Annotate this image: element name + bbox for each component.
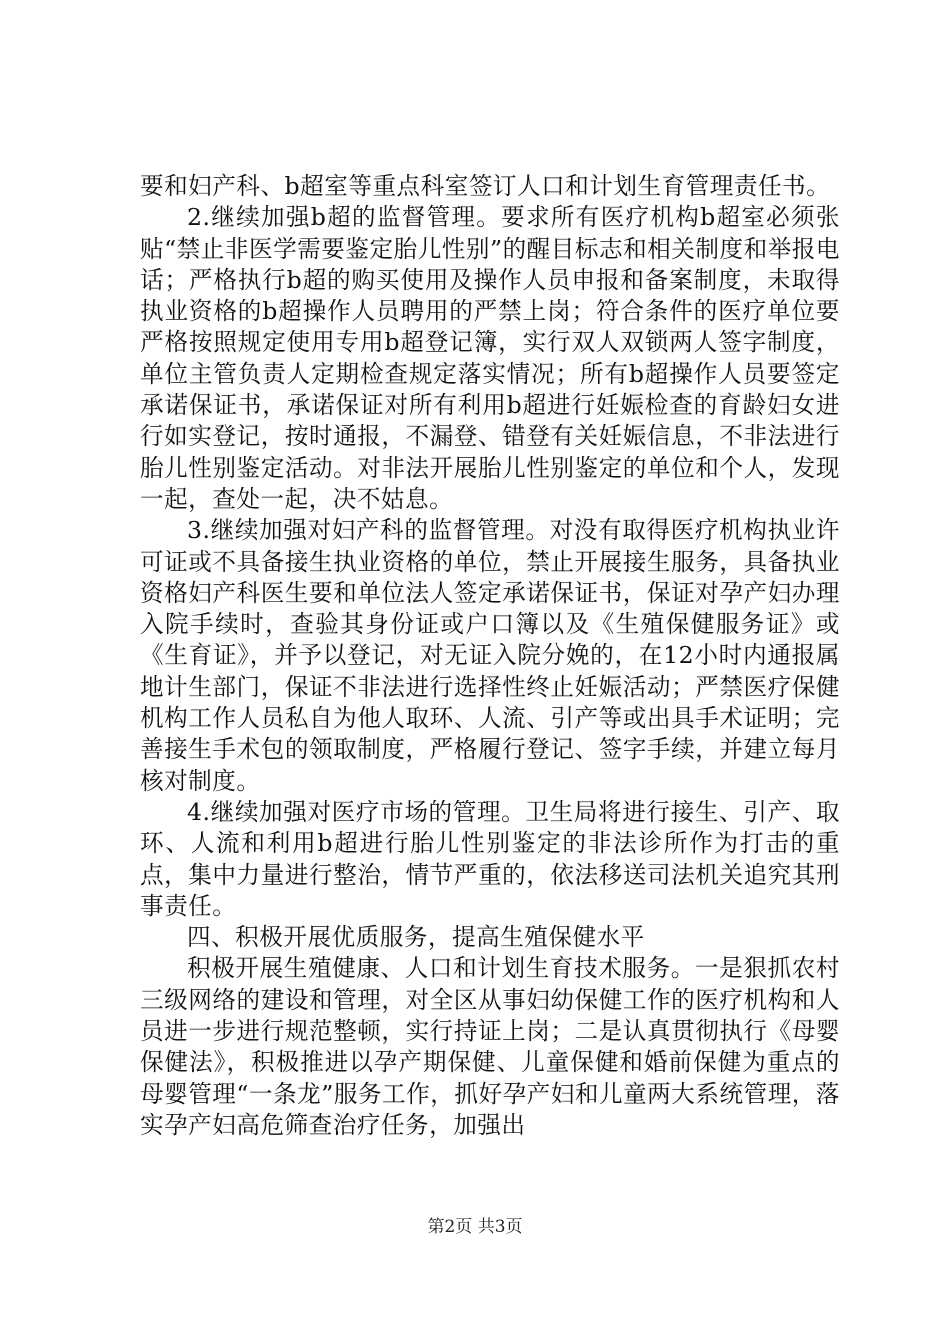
paragraph-b-ultrasound: 2.继续加强b超的监督管理。要求所有医疗机构b超室必须张贴“禁止非医学需要鉴定胎儿性别”的醒目标志和相关制度和举报电话；严格执行b超的购买使用及操作人员申报和备案制度，未取得执业资格的b超操作人员聘用的严禁上岗；符合条件的医疗单位要严格按照规定使用专用b超登记簿，实行双人双锁两人签字制度，单位主管负责人定期检查规定落实情况；所有b超操作人员要签定承诺保证书，承诺保证对所有利用b超进行妊娠检查的育龄妇女进行如实登记，按时通报，不漏登、错登有关妊娠信息，不非法进行胎儿性别鉴定活动。对非法开展胎儿性别鉴定的单位和个人，发现一起，查处一起，决不姑息。 <box>140 203 840 513</box>
paragraph-medical-market: 4.继续加强对医疗市场的管理。卫生局将进行接生、引产、取环、人流和利用b超进行胎儿性别鉴定的非法诊所作为打击的重点，集中力量进行整治，情节严重的，依法移送司法机关追究其刑事责任。 <box>140 797 840 920</box>
document-body <box>140 171 840 1141</box>
paragraph-reproductive-health: 积极开展生殖健康、人口和计划生育技术服务。一是狠抓农村三级网络的建设和管理，对全区从事妇幼保健工作的医疗机构和人员进一步进行规范整顿，实行持证上岗；二是认真贯彻执行《母婴保健法》，积极推进以孕产期保健、儿童保健和婚前保健为重点的母婴管理“一条龙”服务工作，抓好孕产妇和儿童两大系统管理，落实孕产妇高危筛查治疗任务，加强出 <box>140 954 840 1139</box>
paragraph-continuation: 要和妇产科、b超室等重点科室签订人口和计划生育管理责任书。 <box>140 172 831 200</box>
paragraph-obstetrics: 3.继续加强对妇产科的监督管理。对没有取得医疗机构执业许可证或不具备接生执业资格的单位，禁止开展接生服务，具备执业资格妇产科医生要和单位法人签定承诺保证书，保证对孕产妇办理入院手续时，查验其身份证或户口簿以及《生殖保健服务证》或《生育证》，并予以登记，对无证入院分娩的，在12小时内通报属地计生部门，保证不非法进行选择性终止妊娠活动；严禁医疗保健机构工作人员私自为他人取环、人流、引产等或出具手术证明；完善接生手术包的领取制度，严格履行登记、签字手续，并建立每月核对制度。 <box>140 516 840 795</box>
page-number-label: 第2页 共3页 <box>427 1217 523 1237</box>
page-footer <box>0 1216 950 1238</box>
section-heading-quality-service: 四、积极开展优质服务，提高生殖保健水平 <box>187 923 645 952</box>
